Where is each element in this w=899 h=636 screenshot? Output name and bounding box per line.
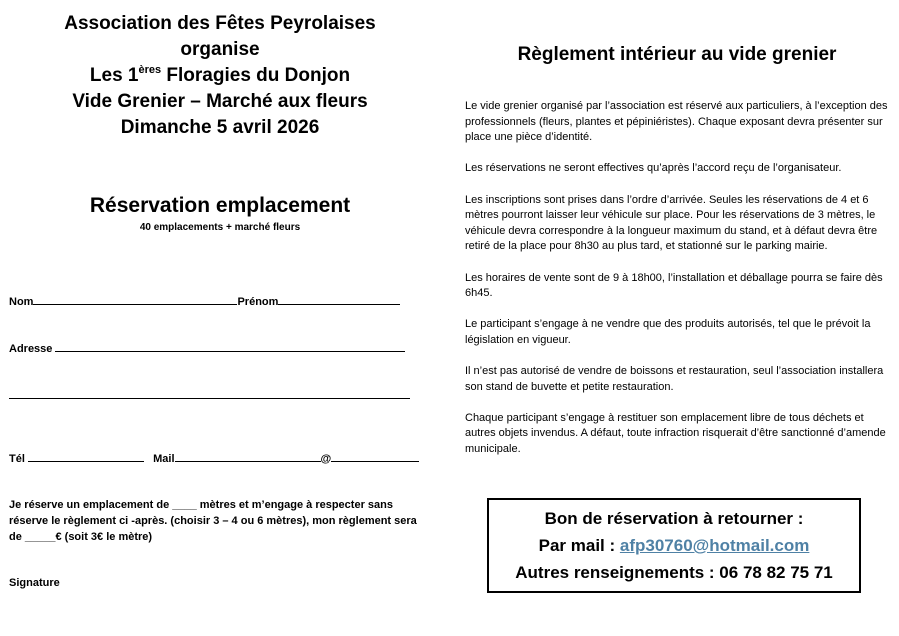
adresse-row [9, 342, 405, 355]
event-date: Dimanche 5 avril 2026 [120, 117, 320, 138]
event-name: Les 1ères Floragies du Donjon [89, 64, 351, 86]
contact-box [487, 498, 861, 593]
reglement-body [465, 99, 895, 473]
event-type: Vide Grenier – Marché aux fleurs [72, 91, 368, 112]
at-sign: @ [320, 453, 332, 465]
nom-field[interactable] [33, 295, 237, 305]
association-name: Association des Fêtes Peyrolaises [64, 13, 376, 34]
mail-line [489, 532, 859, 559]
reservation-title: Réservation emplacement [89, 194, 351, 217]
reglement-paragraph: Il n’est pas autorisé de vendre de boissons et restauration, seul l’association installera son stand de buvette et petite restauration. [465, 365, 884, 393]
email-link[interactable]: afp30760@hotmail.com [619, 536, 810, 555]
reglement-paragraph: Les horaires de vente sont de 9 à 18h00, l’installation et déballage pourra se faire dès 6h45. [465, 271, 883, 300]
reglement-title: Règlement intérieur au vide grenier [517, 44, 837, 65]
adresse-label: Adresse [9, 343, 53, 355]
tel-mail-row [9, 452, 419, 465]
prenom-label: Prénom [237, 296, 279, 308]
adresse-line-2-row [9, 389, 410, 402]
reservation-subtitle: 40 emplacements + marché fleurs [139, 222, 301, 233]
reglement-paragraph: Les inscriptions sont prises dans l’ordre d’arrivée. Seules les réservations de 4 et 6 mètres pourront laisser leur véhicule sur place. Pour les réservations de 3 mètres, le véhicule devra correspondre à la longueur maximum du stand, et à défaut devra être retiré de la place pour 8h30 au plus tard, et stationné sur le parking mairie. [465, 193, 878, 253]
nom-label: Nom [9, 296, 34, 308]
mail-label: Mail [153, 453, 175, 465]
mail-field[interactable] [175, 452, 321, 462]
adresse-field-line-2[interactable] [9, 389, 410, 399]
reglement-paragraph: Les réservations ne seront effectives qu’après l’accord reçu de l’organisateur. [465, 162, 842, 175]
organise-text: organise [180, 39, 260, 60]
tel-field[interactable] [28, 452, 144, 462]
reglement-paragraph: Le participant s’engage à ne vendre que des produits autorisés, tel que le prévoit la législation en vigueur. [465, 318, 871, 346]
tel-label: Tél [9, 453, 25, 465]
mail-prefix: Par mail : [538, 536, 620, 555]
reservation-form-section [0, 0, 440, 636]
reglement-paragraph: Chaque participant s’engage à restituer son emplacement libre de tous déchets et autres objets invendus. A défaut, toute infraction risquerait d’être sanctionné d’amende municipale. [465, 411, 886, 456]
event-header [0, 11, 440, 141]
engagement-text: Je réserve un emplacement de ____ mètres et m’engage à respecter sans réserve le règlement ci -après. (choisir 3 – 4 ou 6 mètres), mon règlement sera de _____€ (soit 3€ le mètre) [9, 499, 417, 543]
nom-prenom-row [9, 295, 400, 308]
signature-label: Signature [9, 577, 60, 589]
bon-reservation-heading: Bon de réservation à retourner : [544, 509, 804, 528]
reglement-paragraph: Le vide grenier organisé par l’association est réservé aux particuliers, à l’exception des professionnels (fleurs, plantes et pépiniéristes). Chaque exposant devra présenter sur place une pièce d’identité. [465, 100, 888, 144]
prenom-field[interactable] [278, 295, 400, 305]
phone-line: Autres renseignements : 06 78 82 75 71 [515, 563, 833, 582]
mail-domain-field[interactable] [331, 452, 419, 462]
adresse-field[interactable] [55, 342, 405, 352]
